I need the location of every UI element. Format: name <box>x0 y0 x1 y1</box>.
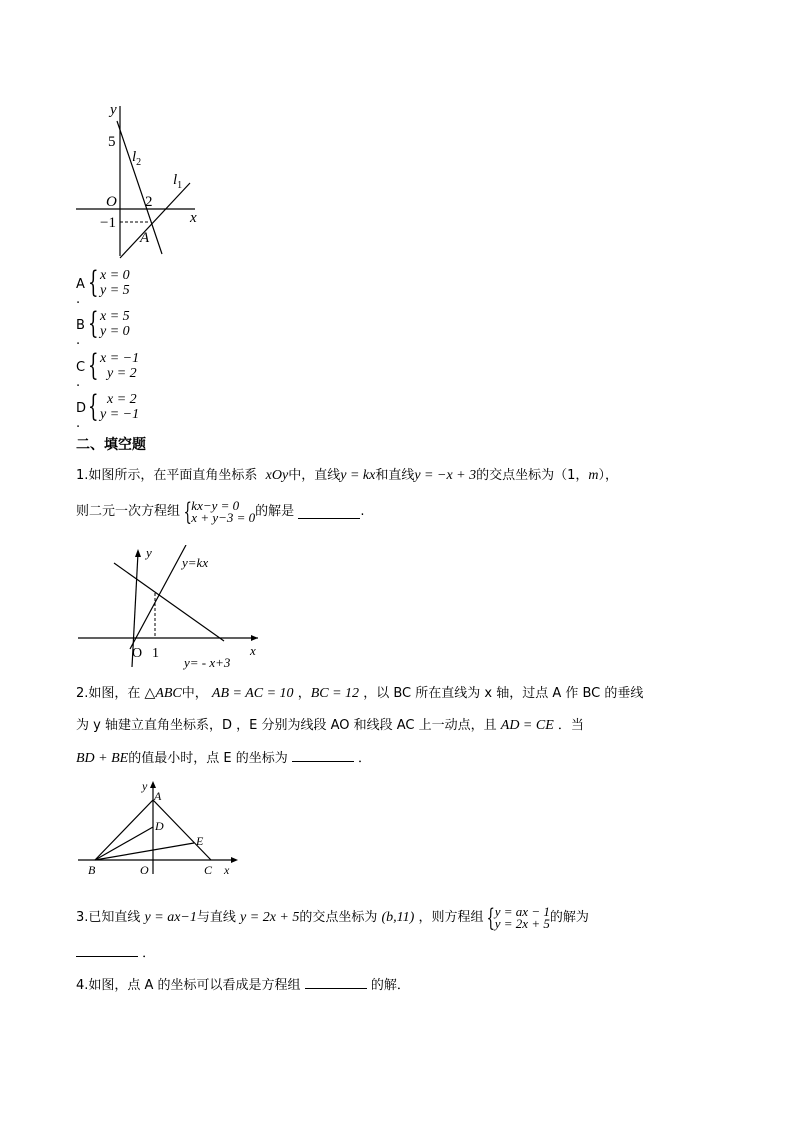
option-label: A . <box>76 277 85 307</box>
svg-text:y: y <box>146 545 152 560</box>
l2-label: $l_2$ <box>132 149 142 168</box>
q3-line2: ． <box>76 944 155 962</box>
q2-line2: 为 y 轴建立直角坐标系，D ，E 分别为线段 AO 和线段 AC 上一动点，且 AD = CE ．当 <box>76 718 584 733</box>
equation: y = 2 <box>107 366 137 381</box>
section-heading: 二、填空题 <box>76 437 146 453</box>
line-neg-x-plus-3 <box>114 563 224 641</box>
svg-text:A: A <box>154 789 162 803</box>
equation: x = 5 <box>100 309 130 324</box>
option-label: C . <box>76 360 86 390</box>
svg-text:E: E <box>196 834 204 848</box>
equation: x = 0 <box>100 268 130 283</box>
q4-line: 4.如图，点 A 的坐标可以看成是方程组 的解． <box>76 978 410 993</box>
equation: y = 5 <box>100 283 130 298</box>
tick-2: 2 <box>145 194 153 210</box>
svg-text:O: O <box>132 646 143 661</box>
svg-text:O: O <box>140 863 149 877</box>
answer-blank[interactable] <box>292 749 354 762</box>
q2-line3: BD + BE的值最小时，点 E 的坐标为 ． <box>76 751 371 766</box>
point-a-label: A <box>140 230 150 246</box>
svg-text:x: x <box>224 863 230 877</box>
equation: y = 0 <box>100 324 130 339</box>
q1-line2: 则二元一次方程组 { kx−y = 0 x + y−3 = 0 的解是 . <box>76 498 365 526</box>
answer-blank[interactable] <box>298 506 360 519</box>
equation: x = 2 <box>107 392 137 407</box>
svg-text:1: 1 <box>152 646 159 661</box>
q1-line1: 1.如图所示，在平面直角坐标系 xOy中，直线y = kx和直线y = −x + 3的交点坐标为（1，m）， <box>76 468 619 483</box>
brace-icon: { <box>88 348 99 383</box>
figure-1-graph <box>70 96 220 266</box>
x-axis-label: x <box>190 210 197 226</box>
y-axis-label: y <box>110 102 117 118</box>
svg-text:D: D <box>155 819 164 833</box>
equation: x = −1 <box>100 351 140 366</box>
l1-label: $l_1$ <box>173 172 183 191</box>
svg-text:y=kx: y=kx <box>182 555 209 570</box>
svg-text:x: x <box>250 643 256 658</box>
svg-text:y= - x+3: y= - x+3 <box>184 655 231 670</box>
svg-text:B: B <box>88 863 96 877</box>
equation: y = −1 <box>100 407 140 422</box>
brace-icon: { <box>88 389 99 424</box>
svg-text:y: y <box>142 779 148 793</box>
figure-q1-graph <box>74 545 264 670</box>
answer-blank[interactable] <box>76 944 138 957</box>
brace-icon: { <box>88 306 99 341</box>
line-l1 <box>120 183 190 258</box>
brace-icon: { <box>88 265 99 300</box>
tick-5: 5 <box>108 134 116 150</box>
tick-neg1: −1 <box>100 215 116 231</box>
q3-line1: 3.已知直线 y = ax−1与直线 y = 2x + 5的交点坐标为 (b,11) ，则方程组 { y = ax − 1 y = 2x + 5 的解为 <box>76 904 589 932</box>
svg-text:C: C <box>204 863 213 877</box>
figure-q2-triangle <box>74 778 244 878</box>
line-ykx <box>130 545 186 649</box>
q2-line1: 2.如图，在 △ABC中， AB = AC = 10 ，BC = 12 ，以 BC 所在直线为 x 轴，过点 A 作 BC 的垂线 <box>76 686 644 701</box>
option-label: B . <box>76 318 85 348</box>
option-label: D . <box>76 401 87 431</box>
answer-blank[interactable] <box>305 976 367 989</box>
origin-label: O <box>106 194 117 210</box>
